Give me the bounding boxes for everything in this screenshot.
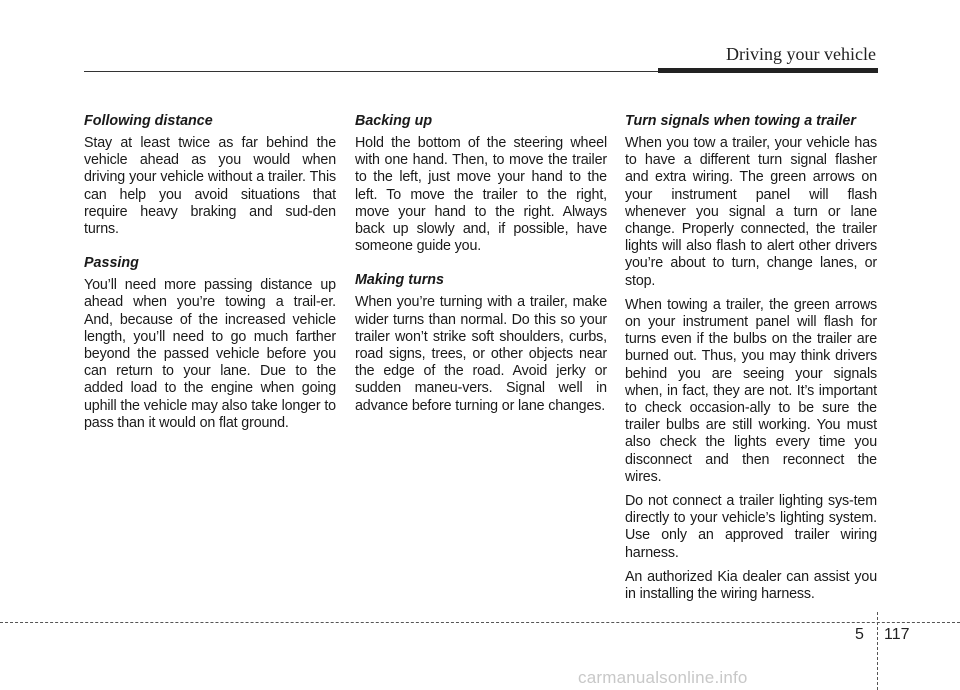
column-3 (625, 112, 877, 619)
header-rule (84, 71, 664, 72)
paragraph: Do not connect a trailer lighting sys-tem directly to your vehicle’s lighting system. Use only an approved trailer wiring harness. (625, 493, 877, 561)
paragraph: Hold the bottom of the steering wheel with one hand. Then, to move the trailer to the left, just move your hand to the left. To move the trailer to the right, move your hand to the right. Always back up slowly and, if possible, have someone guide you. (355, 135, 607, 255)
footer-rule (0, 622, 960, 623)
watermark: carmanualsonline.info (578, 668, 748, 687)
paragraph: You’ll need more passing distance up ahead when you’re towing a trail-er. And, because of the increased vehicle length, you’ll need to go much farther beyond the passed vehicle before you can return to your lane. Due to the added load to the engine when going uphill the vehicle may also take longer to pass than it would on flat ground. (84, 277, 336, 431)
section-turn-signals (625, 112, 877, 603)
column-2 (355, 112, 607, 431)
paragraph: When towing a trailer, the green arrows on your instrument panel will flash for turns even if the bulbs on the trailer are burned out. Thus, you may think drivers behind you are seeing your signals when, in fact, they are not. It’s important to check occasion-ally to be sure the trailer bulbs are still working. You must also check the lights every time you disconnect and then reconnect the wires. (625, 296, 877, 485)
header-rule-accent (658, 68, 878, 73)
section-number: 5 (855, 626, 864, 643)
paragraph: When you’re turning with a trailer, make wider turns than normal. Do this so your trailer won’t strike soft shoulders, curbs, road signs, trees, or other objects near the edge of the road. Avoid jerky or sudden maneu-vers. Signal well in advance before turning or lane changes. (355, 294, 607, 414)
section-heading: Backing up (355, 113, 433, 129)
section-heading: Following distance (84, 113, 213, 129)
paragraph: Stay at least twice as far behind the vehicle ahead as you would when driving your vehicle without a trailer. This can help you avoid situations that require heavy braking and sud-den turns. (84, 135, 336, 238)
section-heading: Passing (84, 255, 139, 272)
section-backing-up (355, 112, 607, 255)
section-making-turns (355, 271, 607, 414)
page-number: 117 (884, 626, 910, 643)
column-1 (84, 112, 336, 448)
header-title: Driving your vehicle (726, 44, 876, 64)
section-heading: Making turns (355, 272, 444, 289)
footer-divider (877, 612, 878, 690)
section-heading: Turn signals when towing a trailer (625, 113, 856, 129)
paragraph: An authorized Kia dealer can assist you in installing the wiring harness. (625, 568, 877, 603)
section-passing (84, 254, 336, 432)
paragraph: When you tow a trailer, your vehicle has to have a different turn signal flasher and extra wiring. The green arrows on your instrument panel will flash whenever you signal a turn or lane change. Properly connected, the trailer lights will also flash to alert other drivers you’re about to turn, change lanes, or stop. (625, 135, 877, 289)
section-following-distance (84, 112, 336, 238)
